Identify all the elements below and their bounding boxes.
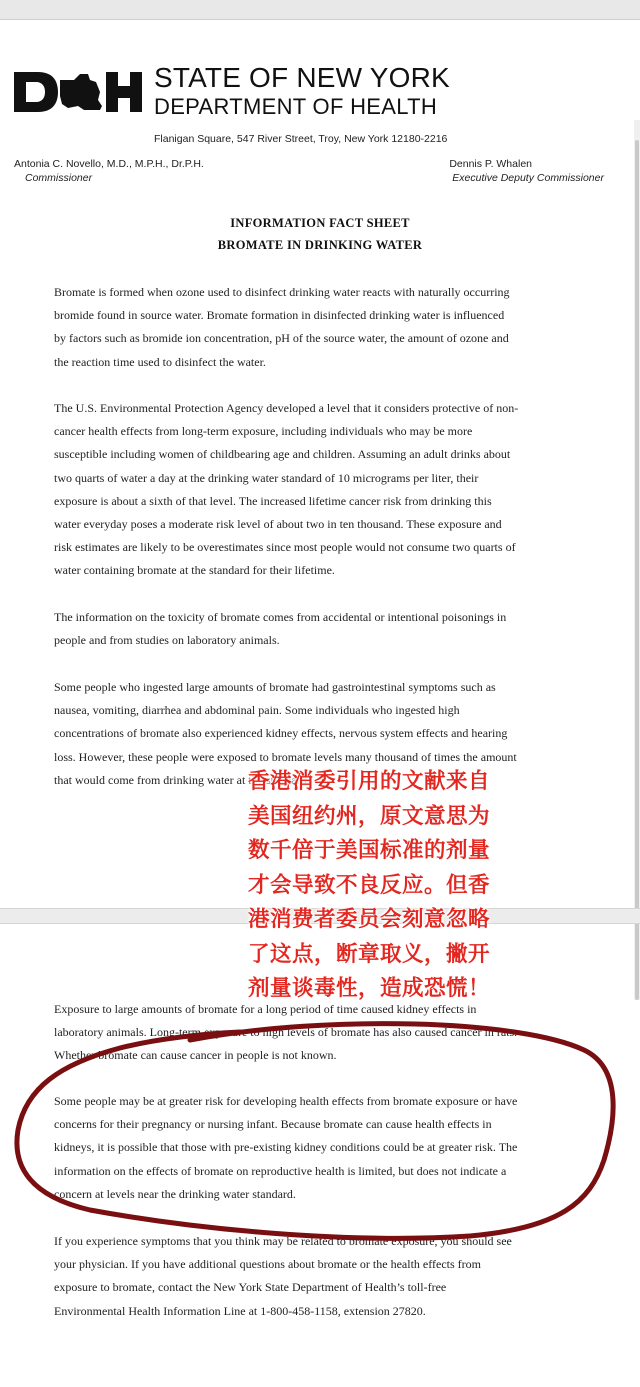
paragraph-animal-studies: Exposure to large amounts of bromate for a long period of time caused kidney effects in laboratory animals. Long-term exposure to high levels of bromate has also caused cancer in rats. Whether bromate can cause cancer in people is not known.	[54, 1002, 518, 1063]
commissioner-block	[14, 157, 204, 185]
paragraph-toxicity-sources: The information on the toxicity of bromate comes from accidental or intentional poisonings in people and from studies on laboratory animals.	[54, 610, 507, 648]
deputy-commissioner-block	[449, 157, 604, 185]
top-edge-band	[0, 0, 640, 20]
document-subheading: BROMATE IN DRINKING WATER	[217, 238, 423, 252]
agency-address: Flanigan Square, 547 River Street, Troy, New York 12180-2216	[154, 133, 448, 145]
deputy-commissioner-title: Executive Deputy Commissioner	[452, 172, 604, 184]
paragraph-greater-risk: Some people may be at greater risk for developing health effects from bromate exposure or have concerns for their pregnancy or nursing infant. Because bromate can cause health effects in kidneys, it is possible that those with pre-existing kidney conditions could be at greater risk. The information on the effects of bromate on reproductive health is limited, but does not indicate a concern at levels near the drinking water standard.	[54, 1094, 518, 1201]
commissioner-name: Antonia C. Novello, M.D., M.P.H., Dr.P.H.	[14, 158, 204, 170]
commissioner-title: Commissioner	[25, 172, 93, 184]
document-heading: INFORMATION FACT SHEET	[230, 216, 410, 230]
paragraph-epa-level: The U.S. Environmental Protection Agency developed a level that it considers protective of non- cancer health effects from long-term exposure, including individuals who may be more susceptible including women of childbearing age and children. Assuming an adult drinks about two quarts of water a day at the drinking water standard of 10 micrograms per liter, their exposure is about a sixth of that level. The increased lifetime cancer risk from drinking this water everyday poses a moderate risk level of about two in ten thousand. These exposure and risk estimates are likely to be overestimates since most people would not consume two quarts of water containing bromate at the standard for their lifetime.	[54, 401, 519, 578]
chinese-annotation-overlay: 香港消委引用的文献来自 美国纽约州，原文意思为 数千倍于美国标准的剂量 才会导致不良反应。但香 港消费者委员会刻意忽略 了这点，断章取义，撇开 剂量谈毒性，造成恐慌！	[248, 769, 491, 1001]
deputy-commissioner-name: Dennis P. Whalen	[449, 158, 532, 170]
paragraph-contact-info: If you experience symptoms that you think may be related to bromate exposure, you should see your physician. If you have additional questions about bromate or the health effects from exposure to bromate, contact the New York State Department of Health’s toll-free Environmental Health Information Line at 1-800-458-1158, extension 27820.	[54, 1234, 512, 1318]
agency-name-line2: DEPARTMENT OF HEALTH	[154, 94, 438, 119]
scrollbar-thumb[interactable]	[635, 140, 639, 1000]
paragraph-formation: Bromate is formed when ozone used to disinfect drinking water reacts with naturally occurring bromide found in source water. Bromate formation in disinfected drinking water is influenced by factors such as bromide ion concentration, pH of the source water, the amount of ozone and the reaction time used to disinfect the water.	[54, 285, 510, 369]
agency-name-line1: STATE OF NEW YORK	[154, 62, 450, 93]
paragraph-symptoms: Some people who ingested large amounts of bromate had gastrointestinal symptoms such as nausea, vomiting, diarrhea and abdominal pain. Some individuals who ingested high concentrations of bromate also experienced kidney effects, nervous system effects and hearing loss. However, these people were exposed to bromate levels many thousand of times the amount that would come from drinking water at the standard.	[54, 680, 517, 787]
doh-logo	[14, 70, 142, 114]
